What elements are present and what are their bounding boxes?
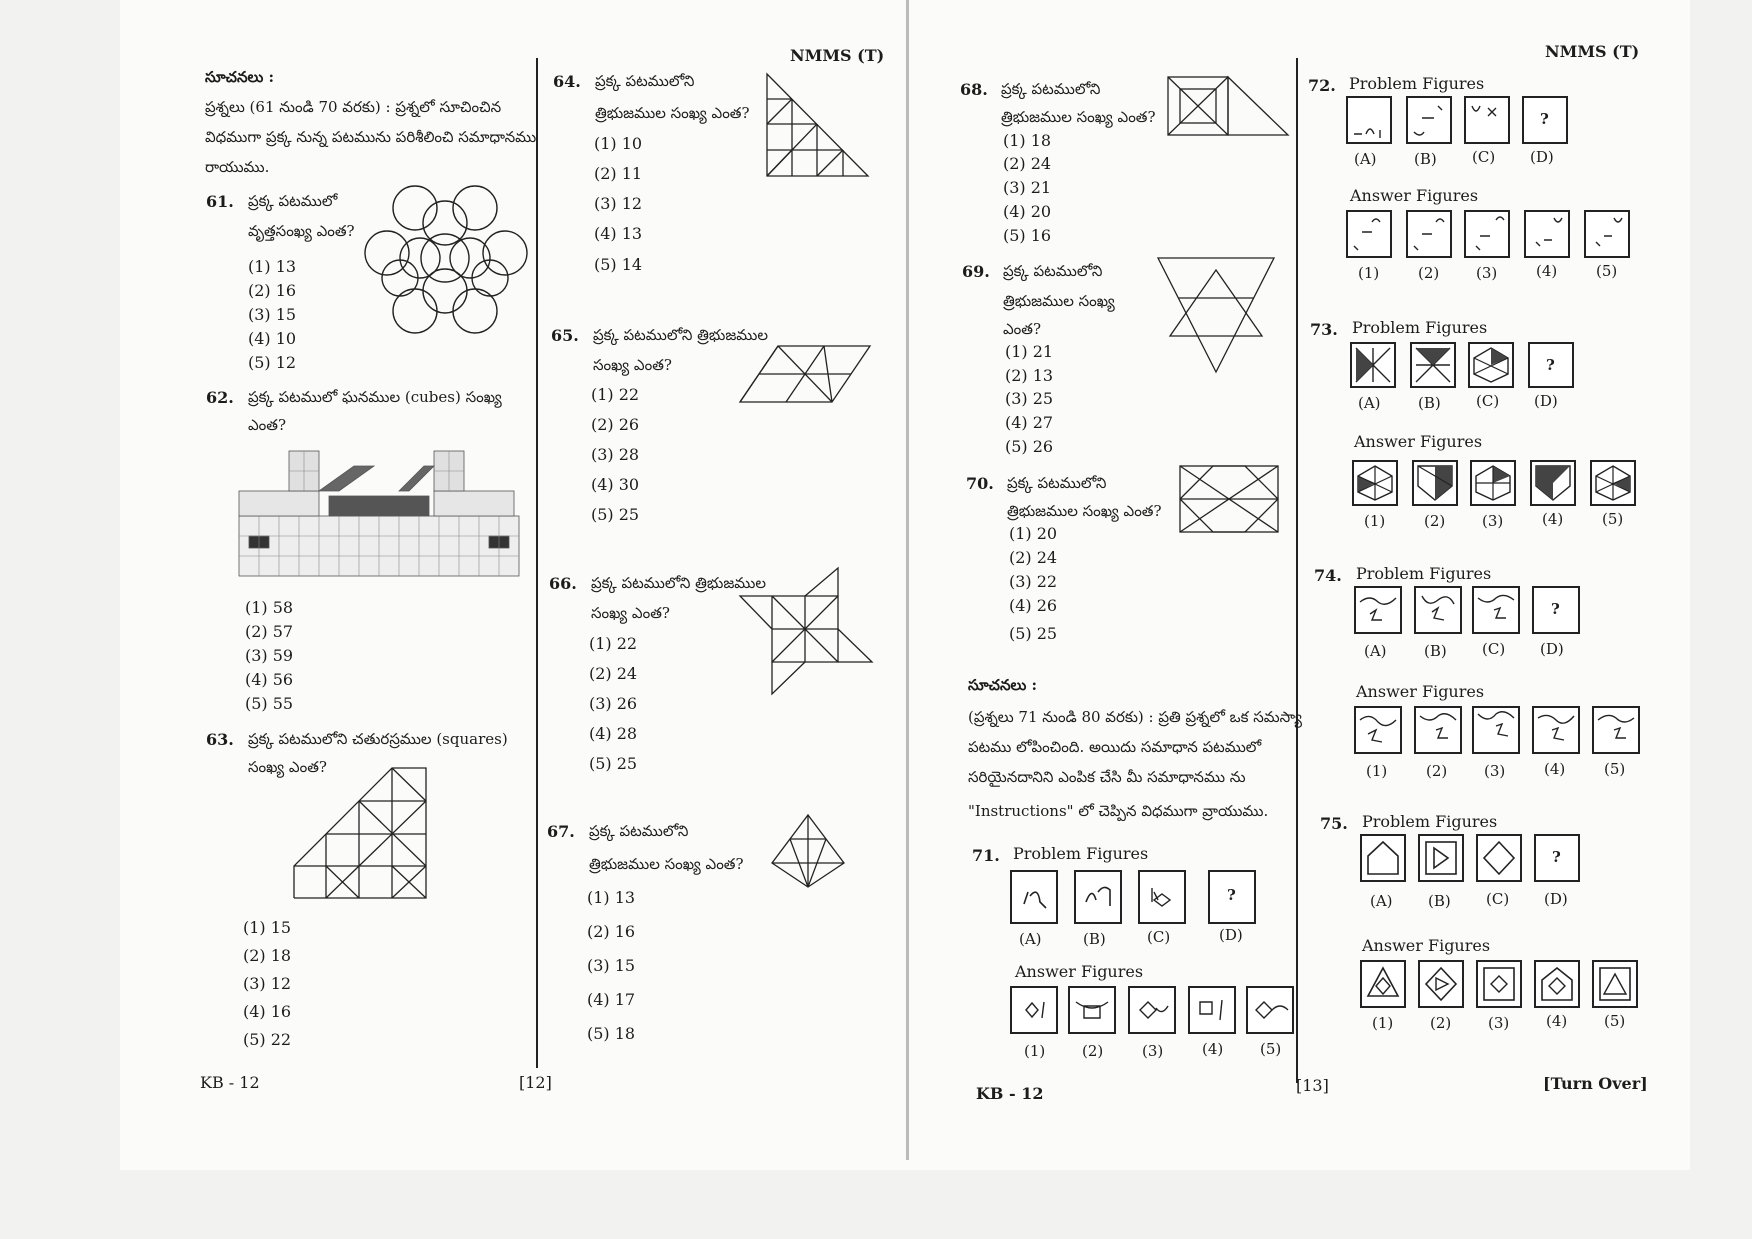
- figure-label: (4): [1542, 510, 1564, 528]
- question-number: 61.: [206, 192, 234, 211]
- option: (1) 21: [1005, 342, 1054, 361]
- answer-figure-4: [1534, 960, 1580, 1008]
- question-text: సంఖ్య ఎంత?: [593, 356, 672, 374]
- option: (1) 20: [1009, 524, 1058, 543]
- option: (4) 16: [243, 1002, 292, 1021]
- figure-label: (5): [1596, 262, 1618, 280]
- figure-label: (4): [1536, 262, 1558, 280]
- question-text: ప్రక్క పటములోని: [1003, 262, 1103, 280]
- option: (3) 15: [248, 305, 297, 324]
- problem-figure-a: [1010, 870, 1058, 924]
- missing-mark: ?: [1551, 600, 1560, 618]
- option: (5) 16: [1003, 226, 1052, 245]
- question-text: ప్రక్క పటములోని: [1001, 80, 1101, 98]
- option: (2) 26: [591, 415, 640, 434]
- option: (2) 24: [1003, 154, 1052, 173]
- question-number: 71.: [972, 846, 1000, 865]
- problem-figure-c: [1468, 342, 1514, 388]
- figure-label: (D): [1540, 640, 1564, 658]
- problem-figures-title: Problem Figures: [1356, 564, 1492, 583]
- problem-figure-b: [1406, 96, 1452, 144]
- figure-label: (D): [1219, 926, 1243, 944]
- problem-figure-a: [1360, 834, 1406, 882]
- figure-label: (C): [1472, 148, 1496, 166]
- problem-figure-d: [1208, 870, 1256, 924]
- answer-figure-4: [1524, 210, 1570, 258]
- option: (5) 14: [594, 255, 643, 274]
- figure-label: (C): [1482, 640, 1506, 658]
- answer-figures-title: Answer Figures: [1356, 682, 1485, 701]
- option: (3) 12: [243, 974, 292, 993]
- option: (1) 15: [243, 918, 292, 937]
- option: (3) 26: [589, 694, 638, 713]
- figure-label: (D): [1544, 890, 1568, 908]
- figure-label: (2): [1426, 762, 1448, 780]
- figure-label: (B): [1424, 642, 1447, 660]
- question-number: 68.: [960, 80, 988, 99]
- problem-figure-c: [1476, 834, 1522, 882]
- question-text: త్రిభుజముల సంఖ్య ఎంత?: [589, 855, 744, 873]
- problem-figure-d: [1534, 834, 1580, 882]
- missing-mark: ?: [1227, 886, 1236, 904]
- option: (1) 22: [591, 385, 640, 404]
- problem-figure-b: [1418, 834, 1464, 882]
- problem-figure-b: [1074, 870, 1122, 924]
- question-text: ప్రక్క పటములోని: [595, 72, 695, 90]
- question-number: 66.: [549, 574, 577, 593]
- problem-figure-a: [1354, 586, 1402, 634]
- figure-label: (D): [1530, 148, 1554, 166]
- problem-figure-d: [1532, 586, 1580, 634]
- answer-figures-title: Answer Figures: [1362, 936, 1491, 955]
- answer-figure-4: [1532, 706, 1580, 754]
- circles-figure: [360, 183, 535, 338]
- column-divider-right: [1296, 58, 1298, 1083]
- answer-figures-title: Answer Figures: [1354, 432, 1483, 451]
- answer-figure-2: [1414, 706, 1462, 754]
- star-triangles-figure: [738, 566, 874, 696]
- header-left: NMMS (T): [790, 46, 885, 65]
- option: (2) 57: [245, 622, 294, 641]
- figure-label: (1): [1366, 762, 1388, 780]
- figure-label: (3): [1488, 1014, 1510, 1032]
- figure-label: (A): [1364, 642, 1387, 660]
- problem-figures-title: Problem Figures: [1349, 74, 1485, 93]
- answer-figure-5: [1246, 986, 1294, 1034]
- figure-label: (A): [1358, 394, 1381, 412]
- answer-figure-3: [1464, 210, 1510, 258]
- figure-label: (5): [1602, 510, 1624, 528]
- problem-figure-b: [1414, 586, 1462, 634]
- problem-figure-b: [1410, 342, 1456, 388]
- option: (3) 15: [587, 956, 636, 975]
- answer-figure-1: [1360, 960, 1406, 1008]
- option: (3) 22: [1009, 572, 1058, 591]
- problem-figures-title: Problem Figures: [1362, 812, 1498, 831]
- option: (5) 12: [248, 353, 297, 372]
- option: (2) 11: [594, 164, 643, 183]
- question-text: ప్రక్క పటములో: [248, 192, 338, 210]
- option: (1) 58: [245, 598, 294, 617]
- answer-figure-5: [1584, 210, 1630, 258]
- squares-figure: [292, 766, 428, 900]
- answer-figure-3: [1470, 460, 1516, 506]
- missing-mark: ?: [1546, 356, 1555, 374]
- question-number: 75.: [1320, 814, 1348, 833]
- option: (2) 16: [248, 281, 297, 300]
- question-text: త్రిభుజముల సంఖ్య ఎంత?: [1001, 108, 1156, 126]
- option: (4) 28: [589, 724, 638, 743]
- star-of-david-figure: [1156, 256, 1276, 374]
- option: (3) 21: [1003, 178, 1052, 197]
- option: (2) 24: [589, 664, 638, 683]
- figure-label: (C): [1486, 890, 1510, 908]
- question-text: త్రిభుజముల సంఖ్య ఎంత?: [595, 104, 750, 122]
- answer-figure-2: [1068, 986, 1116, 1034]
- figure-label: (3): [1484, 762, 1506, 780]
- question-text: వృత్తసంఖ్య ఎంత?: [248, 222, 355, 240]
- footer-page-left: [12]: [519, 1073, 552, 1092]
- figure-label: (5): [1260, 1040, 1282, 1058]
- figure-label: (D): [1534, 392, 1558, 410]
- option: (5) 26: [1005, 437, 1054, 456]
- option: (4) 26: [1009, 596, 1058, 615]
- instructions-line: ప్రశ్నలు (61 నుండి 70 వరకు) : ప్రశ్నలో సూచించిన: [205, 98, 502, 116]
- figure-label: (A): [1370, 892, 1393, 910]
- answer-figure-1: [1010, 986, 1058, 1034]
- problem-figure-a: [1350, 342, 1396, 388]
- question-number: 63.: [206, 730, 234, 749]
- page-gutter: [906, 0, 909, 1160]
- cubes-figure: [234, 436, 524, 586]
- question-text: సంఖ్య ఎంత?: [591, 604, 670, 622]
- option: (4) 27: [1005, 413, 1054, 432]
- option: (3) 25: [1005, 389, 1054, 408]
- figure-label: (4): [1202, 1040, 1224, 1058]
- figure-label: (1): [1358, 264, 1380, 282]
- figure-label: (A): [1354, 150, 1377, 168]
- figure-label: (A): [1019, 930, 1042, 948]
- question-number: 70.: [966, 474, 994, 493]
- option: (5) 25: [589, 754, 638, 773]
- instructions-line: "Instructions" లో చెప్పిన విధముగా వ్రాయుము.: [968, 802, 1269, 820]
- answer-figure-4: [1530, 460, 1576, 506]
- answer-figure-3: [1476, 960, 1522, 1008]
- figure-label: (B): [1428, 892, 1451, 910]
- option: (5) 22: [243, 1030, 292, 1049]
- figure-label: (2): [1082, 1042, 1104, 1060]
- figure-label: (B): [1083, 930, 1106, 948]
- option: (3) 59: [245, 646, 294, 665]
- problem-figures-title: Problem Figures: [1352, 318, 1488, 337]
- option: (5) 18: [587, 1024, 636, 1043]
- answer-figures-title: Answer Figures: [1350, 186, 1479, 205]
- figure-label: (3): [1482, 512, 1504, 530]
- option: (1) 22: [589, 634, 638, 653]
- figure-label: (C): [1476, 392, 1500, 410]
- question-number: 65.: [551, 326, 579, 345]
- rectangle-triangles-figure: [1178, 464, 1280, 534]
- instructions-heading: సూచనలు :: [968, 676, 1038, 694]
- option: (1) 18: [1003, 131, 1052, 150]
- figure-label: (C): [1147, 928, 1171, 946]
- question-text: ప్రక్క పటములోని త్రిభుజముల: [593, 326, 769, 344]
- problem-figure-d: [1528, 342, 1574, 388]
- question-text: ప్రక్క పటములోని: [1007, 474, 1107, 492]
- turn-over-label: [Turn Over]: [1543, 1074, 1648, 1093]
- question-text: ప్రక్క పటములోని చతురస్రముల (squares): [248, 730, 508, 748]
- question-number: 72.: [1308, 76, 1336, 95]
- question-text: ఎంత?: [248, 416, 286, 434]
- question-number: 73.: [1310, 320, 1338, 339]
- option: (2) 18: [243, 946, 292, 965]
- problem-figure-c: [1464, 96, 1510, 144]
- figure-label: (2): [1430, 1014, 1452, 1032]
- answer-figure-2: [1412, 460, 1458, 506]
- option: (4) 56: [245, 670, 294, 689]
- figure-label: (4): [1546, 1012, 1568, 1030]
- question-number: 74.: [1314, 566, 1342, 585]
- missing-mark: ?: [1552, 848, 1561, 866]
- figure-label: (B): [1414, 150, 1437, 168]
- pyramid-figure: [770, 813, 846, 889]
- instructions-line: సరియైనదానిని ఎంపిక చేసి మీ సమాధానము ను: [968, 768, 1246, 786]
- option: (2) 24: [1009, 548, 1058, 567]
- figure-label: (5): [1604, 760, 1626, 778]
- question-text: ఎంత?: [1003, 320, 1041, 338]
- problem-figure-c: [1138, 870, 1186, 924]
- header-right: NMMS (T): [1545, 42, 1640, 61]
- question-text: త్రిభుజముల సంఖ్య: [1003, 292, 1115, 310]
- answer-figure-3: [1472, 706, 1520, 754]
- question-text: ప్రక్క పటములో ఘనముల (cubes) సంఖ్య: [248, 388, 502, 406]
- answer-figure-3: [1128, 986, 1176, 1034]
- figure-label: (2): [1418, 264, 1440, 282]
- footer-code-right: KB - 12: [976, 1084, 1044, 1103]
- answer-figure-5: [1590, 460, 1636, 506]
- option: (1) 13: [587, 888, 636, 907]
- footer-code-left: KB - 12: [200, 1073, 260, 1092]
- answer-figure-4: [1188, 986, 1236, 1034]
- option: (4) 13: [594, 224, 643, 243]
- option: (4) 30: [591, 475, 640, 494]
- option: (5) 25: [591, 505, 640, 524]
- figure-label: (1): [1372, 1014, 1394, 1032]
- answer-figure-1: [1346, 210, 1392, 258]
- option: (4) 10: [248, 329, 297, 348]
- question-number: 69.: [962, 262, 990, 281]
- question-number: 67.: [547, 822, 575, 841]
- figure-label: (1): [1364, 512, 1386, 530]
- option: (4) 20: [1003, 202, 1052, 221]
- option: (1) 10: [594, 134, 643, 153]
- missing-mark: ?: [1540, 110, 1549, 128]
- question-text: సంఖ్య ఎంత?: [248, 758, 327, 776]
- instructions-line: (ప్రశ్నలు 71 నుండి 80 వరకు) : ప్రతి ప్రశ్నలో ఒక సమస్యా: [968, 708, 1302, 726]
- option: (2) 13: [1005, 366, 1054, 385]
- answer-figure-5: [1592, 960, 1638, 1008]
- option: (1) 13: [248, 257, 297, 276]
- problem-figure-a: [1346, 96, 1392, 144]
- figure-label: (5): [1604, 1012, 1626, 1030]
- footer-page-right: [13]: [1296, 1076, 1329, 1095]
- option: (5) 25: [1009, 624, 1058, 643]
- option: (4) 17: [587, 990, 636, 1009]
- figure-label: (1): [1024, 1042, 1046, 1060]
- instructions-heading: సూచనలు :: [205, 68, 275, 86]
- figure-label: (3): [1476, 264, 1498, 282]
- figure-label: (B): [1418, 394, 1441, 412]
- answer-figure-2: [1418, 960, 1464, 1008]
- instructions-line: విధముగా ప్రక్క నున్న పటమును పరిశీలించి సమాధానము: [205, 128, 537, 146]
- question-text: త్రిభుజముల సంఖ్య ఎంత?: [1007, 502, 1162, 520]
- problem-figure-d: [1522, 96, 1568, 144]
- answer-figure-1: [1352, 460, 1398, 506]
- option: (2) 16: [587, 922, 636, 941]
- figure-label: (2): [1424, 512, 1446, 530]
- question-text: ప్రక్క పటములోని త్రిభుజముల: [591, 574, 767, 592]
- option: (3) 12: [594, 194, 643, 213]
- answer-figure-5: [1592, 706, 1640, 754]
- answer-figure-2: [1406, 210, 1452, 258]
- question-number: 62.: [206, 388, 234, 407]
- triangle-figure-64: [765, 72, 870, 178]
- question-text: ప్రక్క పటములోని: [589, 822, 689, 840]
- option: (5) 55: [245, 694, 294, 713]
- answer-figures-title: Answer Figures: [1015, 962, 1144, 981]
- figure-label: (4): [1544, 760, 1566, 778]
- answer-figure-1: [1354, 706, 1402, 754]
- instructions-line: పటము లోపించింది. అయిదు సమాధాన పటములో: [968, 738, 1262, 756]
- question-number: 64.: [553, 72, 581, 91]
- parallelogram-figure: [738, 344, 872, 404]
- option: (3) 28: [591, 445, 640, 464]
- figure-label: (3): [1142, 1042, 1164, 1060]
- column-divider-left: [536, 58, 538, 1068]
- square-triangle-figure: [1166, 75, 1290, 137]
- instructions-line: రాయుము.: [205, 158, 270, 176]
- problem-figures-title: Problem Figures: [1013, 844, 1149, 863]
- problem-figure-c: [1472, 586, 1520, 634]
